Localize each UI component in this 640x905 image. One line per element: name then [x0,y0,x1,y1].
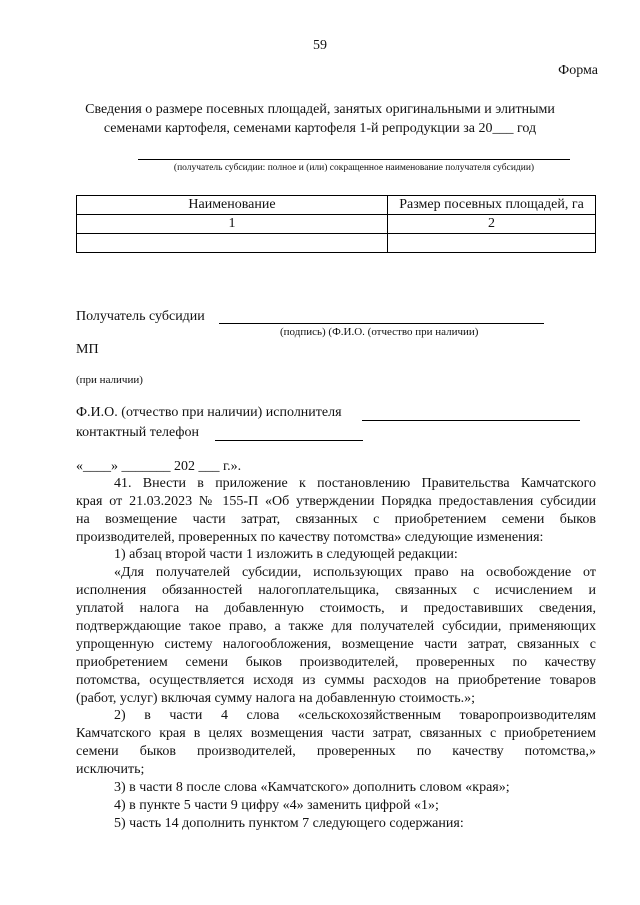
paragraph-line: 5) часть 14 дополнить пунктом 7 следующего содержания: [114,816,464,831]
recipient-caption: (получатель субсидии: полное и (или) сокращенное наименование получателя субсидии) [173,163,535,173]
table-number-row [77,215,596,234]
paragraph-line: исключить; [76,762,145,777]
executor-line [362,420,580,421]
form-label: Форма [558,63,598,78]
paragraph-line: уплатой налога на добавленную стоимость, и предоставивших сведения, [76,601,596,616]
paragraph-line: «Для получателей субсидии, использующих право на освобождение от [114,565,596,580]
paragraph-line: (работ, услуг) включая сумму налога на добавленную стоимость.»; [76,691,476,706]
signature-label: Получатель субсидии [76,309,205,324]
table-cell: 1 [77,215,388,234]
paragraph-line: производителей, проверенных по качеству потомства» следующие изменения: [76,530,544,545]
paragraph-line: 2) в части 4 слова «сельскохозяйственным товаропроизводителям [114,708,596,723]
table-cell [388,234,596,253]
table-header-row [77,196,596,215]
page-number: 59 [313,38,327,53]
table-header-name: Наименование [77,196,388,215]
paragraph-line: 1) абзац второй части 1 изложить в следующей редакции: [114,547,458,562]
table-cell: 2 [388,215,596,234]
paragraph-line: потомства, осуществляется исходя из суммы расходов на приобретение товаров [76,673,596,688]
table-header-area: Размер посевных площадей, га [388,196,596,215]
paragraph-line: 3) в части 8 после слова «Камчатского» дополнить словом «края»; [114,780,510,795]
recipient-name-line [138,159,570,160]
phone-line [215,440,363,441]
paragraph-line: 41. Внести в приложение к постановлению Правительства Камчатского [114,476,596,491]
paragraph-line: упрощенную систему налогообложения, возмещение части затрат, связанных с [76,637,596,652]
paragraph-line: подтверждающие такое право, а также для получателей субсидии, применяющих [76,619,596,634]
date-line: «____» _______ 202 ___ г.». [76,459,242,474]
paragraph-line: исполнения обязанностей налогоплательщика, связанных с исчислением и [76,583,596,598]
title-line-2: семенами картофеля, семенами картофеля 1-й репродукции за 20___ год [103,121,537,136]
sowing-areas-table [76,195,596,253]
phone-label: контактный телефон [76,425,199,440]
table-row [77,234,596,253]
table-cell [77,234,388,253]
stamp-caption: (при наличии) [76,374,143,386]
paragraph-line: приобретением семени быков производителей, проверенных по качеству [76,655,596,670]
title-line-1: Сведения о размере посевных площадей, занятых оригинальными и элитными [85,102,555,117]
paragraph-line: на возмещение части затрат, связанных с приобретением семени быков [76,512,596,527]
paragraph-line: семени быков производителей, проверенных по качеству потомства,» [76,744,596,759]
signature-caption: (подпись) (Ф.И.О. (отчество при наличии) [280,326,479,338]
paragraph-line: Камчатского края в целях возмещения части затрат, связанных с приобретением [76,726,596,741]
paragraph-line: края от 21.03.2023 № 155-П «Об утверждении Порядка предоставления субсидии [76,494,596,509]
document-title [0,100,640,138]
paragraph-line: 4) в пункте 5 части 9 цифру «4» заменить цифрой «1»; [114,798,439,813]
executor-label: Ф.И.О. (отчество при наличии) исполнителя [76,405,342,420]
stamp-label: МП [76,342,99,357]
signature-line [219,323,544,324]
